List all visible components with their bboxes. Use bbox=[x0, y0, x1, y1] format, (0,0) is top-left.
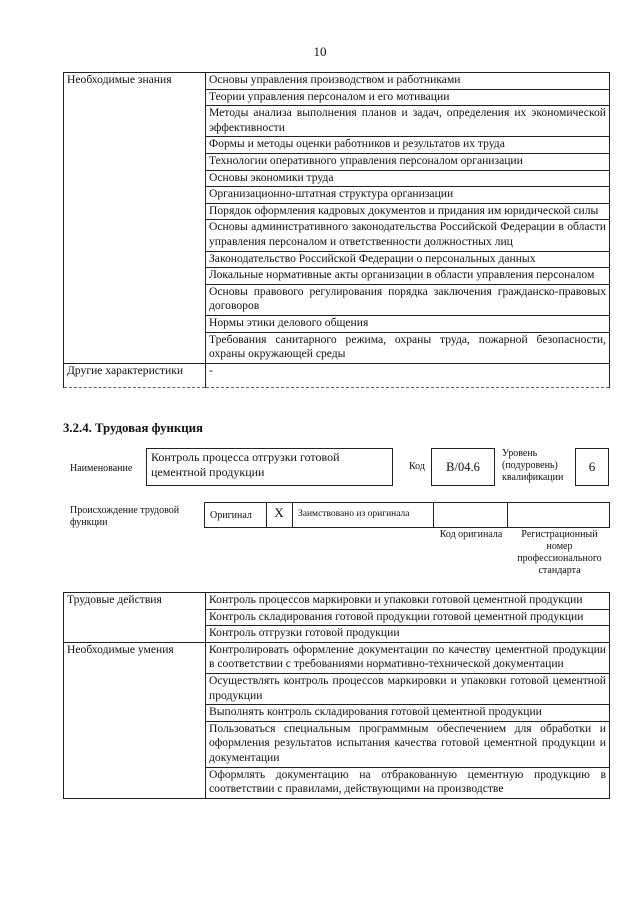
divider bbox=[433, 502, 434, 528]
table-cell: Порядок оформления кадровых документов и придания им юридической силы bbox=[206, 203, 610, 220]
table-row bbox=[64, 363, 610, 387]
function-name-box bbox=[146, 448, 393, 486]
row-label: Трудовые действия bbox=[64, 593, 206, 643]
name-label: Наименование bbox=[70, 463, 133, 474]
table-row bbox=[64, 593, 610, 610]
original-label: Оригинал bbox=[210, 510, 252, 521]
table-cell: Формы и методы оценки работников и результатов их труда bbox=[206, 137, 610, 154]
table-cell: Законодательство Российской Федерации о персональных данных bbox=[206, 251, 610, 268]
function-name: Контроль процесса отгрузки готовой цементной продукции bbox=[151, 450, 340, 479]
divider bbox=[292, 502, 293, 528]
code-label: Код bbox=[409, 461, 425, 472]
code-value: B/04.6 bbox=[446, 460, 480, 474]
table-cell: Оформлять документацию на отбракованную цементную продукцию в соответствии с правилами, действующими на производстве bbox=[206, 767, 610, 798]
table-cell: Контроль складирования готовой продукции готовой цементной продукции bbox=[206, 609, 610, 626]
table-cell: Организационно-штатная структура организации bbox=[206, 187, 610, 204]
table-cell: Основы управления производством и работниками bbox=[206, 73, 610, 90]
row-label: Другие характеристики bbox=[64, 363, 206, 387]
table-cell: Теории управления персоналом и его мотивации bbox=[206, 89, 610, 106]
table-cell: Осуществлять контроль процессов маркировки и упаковки готовой цементной продукции bbox=[206, 673, 610, 704]
table-row bbox=[64, 73, 610, 90]
table-cell: Основы правового регулирования порядка заключения гражданско-правовых договоров bbox=[206, 284, 610, 315]
table-cell: Нормы этики делового общения bbox=[206, 315, 610, 332]
table-cell: Пользоваться специальным программным обеспечением для обработки и оформления результатов испытания качества готовой цементной продукции и документации bbox=[206, 721, 610, 767]
table-cell: Основы экономики труда bbox=[206, 170, 610, 187]
table-cell: Технологии оперативного управления персоналом организации bbox=[206, 153, 610, 170]
table-row bbox=[64, 642, 610, 673]
table-cell: Контролировать оформление документации по качеству цементной продукции в соответствии с требованиями нормативно-технической документации bbox=[206, 642, 610, 673]
row-label: Необходимые знания bbox=[64, 73, 206, 364]
page-number: 10 bbox=[313, 44, 327, 59]
code-original-label: Код оригинала bbox=[439, 529, 503, 540]
table-cell: Выполнять контроль складирования готовой цементной продукции bbox=[206, 705, 610, 722]
level-label: Уровень (подуровень) квалификации bbox=[502, 448, 564, 483]
borrowed-label: Заимствовано из оригинала bbox=[298, 509, 410, 519]
level-box bbox=[575, 448, 609, 486]
row-label: Необходимые умения bbox=[64, 642, 206, 798]
reg-number-label: Регистрационный номер профессионального стандарта bbox=[517, 529, 602, 576]
original-mark: X bbox=[274, 505, 284, 520]
table-cell: - bbox=[206, 363, 610, 387]
table-cell: Требования санитарного режима, охраны труда, пожарной безопасности, охраны окружающей среды bbox=[206, 332, 610, 363]
table-cell: Локальные нормативные акты организации в области управления персоналом bbox=[206, 268, 610, 285]
code-box bbox=[431, 448, 495, 486]
level-value: 6 bbox=[588, 459, 596, 474]
origin-label: Происхождение трудовой функции bbox=[70, 505, 180, 528]
labor-actions-table bbox=[63, 592, 610, 799]
table-cell: Основы административного законодательства Российской Федерации в области управления персоналом и ответственности должностных лиц bbox=[206, 220, 610, 251]
section-title: 3.2.4. Трудовая функция bbox=[63, 421, 203, 435]
table-cell: Контроль процессов маркировки и упаковки готовой цементной продукции bbox=[206, 593, 610, 610]
knowledge-table bbox=[63, 72, 610, 388]
table-cell: Методы анализа выполнения планов и задач, определения их экономической эффективности bbox=[206, 106, 610, 137]
divider bbox=[507, 502, 508, 528]
table-cell: Контроль отгрузки готовой продукции bbox=[206, 626, 610, 643]
